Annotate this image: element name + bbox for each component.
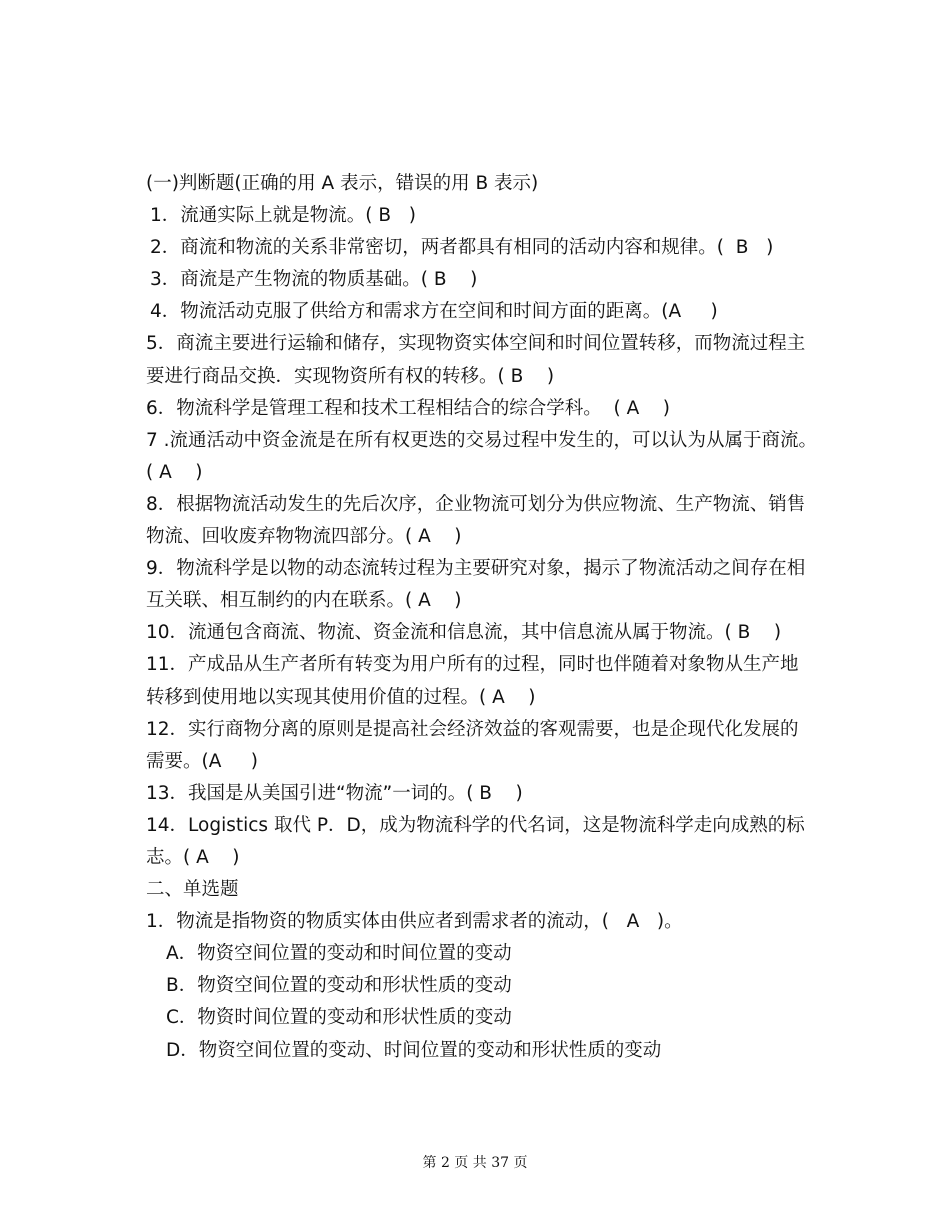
question-item [146, 714, 814, 778]
question-line: 8．根据物流活动发生的先后次序，企业物流可划分为供应物流、生产物流、销售 [146, 493, 806, 515]
document-body [146, 168, 818, 1067]
question-line: 7 .流通活动中资金流是在所有权更迭的交易过程中发生的，可以认为从属于商流。 [146, 429, 818, 451]
page-footer: 第 2 页 共 37 页 [422, 1155, 528, 1171]
question-item [146, 232, 814, 264]
option-item: C．物资时间位置的变动和形状性质的变动 [166, 1007, 512, 1029]
question-item [146, 553, 814, 617]
question-line: 14．Logistics 取代 P．D，成为物流科学的代名词，这是物流科学走向成熟的标 [146, 814, 805, 836]
option-item: B．物资空间位置的变动和形状性质的变动 [166, 975, 512, 997]
question-item [146, 778, 814, 810]
question-line: 要进行商品交换．实现物资所有权的转移。( B ) [146, 365, 555, 387]
question-line: 5．商流主要进行运输和储存，实现物资实体空间和时间位置转移，而物流过程主 [146, 333, 806, 355]
question-line: 2．商流和物流的关系非常密切，两者都具有相同的活动内容和规律。( B ) [150, 237, 774, 259]
question-item [146, 200, 814, 232]
section-title-true-false: (一)判断题(正确的用 A 表示，错误的用 B 表示) [146, 173, 539, 194]
question-item [146, 264, 814, 296]
question-item [146, 810, 814, 874]
question-item [146, 617, 814, 649]
question-line: 4．物流活动克服了供给方和需求方在空间和时间方面的距离。(A ) [150, 301, 718, 323]
question-item [146, 489, 814, 553]
true-false-list [146, 200, 818, 874]
question-line: 13．我国是从美国引进“物流”一词的。( B ) [146, 782, 523, 804]
question-item [146, 328, 814, 392]
question-line: 6．物流科学是管理工程和技术工程相结合的综合学科。 ( A ) [146, 397, 671, 419]
question-line: 3．商流是产生物流的物质基础。( B ) [150, 269, 478, 291]
question-line: 9．物流科学是以物的动态流转过程为主要研究对象，揭示了物流活动之间存在相 [146, 558, 806, 580]
question-item [146, 649, 814, 713]
question-line: 11．产成品从生产者所有转变为用户所有的过程，同时也伴随着对象物从生产地 [146, 654, 799, 676]
question-line: 12．实行商物分离的原则是提高社会经济效益的客观需要，也是企现代化发展的 [146, 718, 799, 740]
option-item: D．物资空间位置的变动、时间位置的变动和形状性质的变动 [166, 1039, 662, 1061]
question-line: 志。( A ) [146, 846, 240, 868]
question-item [146, 393, 814, 425]
section-title-single-choice: 二、单选题 [146, 879, 239, 901]
option-item: A．物资空间位置的变动和时间位置的变动 [166, 943, 512, 965]
single-choice-options [146, 938, 814, 1066]
question-line: ( A ) [146, 461, 203, 483]
question-line: 10．流通包含商流、物流、资金流和信息流，其中信息流从属于物流。( B ) [146, 622, 782, 644]
question-line: 物流、回收废弃物物流四部分。( A ) [146, 526, 462, 548]
question-line: 互关联、相互制约的内在联系。( A ) [146, 590, 462, 612]
question-line: 转移到使用地以实现其使用价值的过程。( A ) [146, 686, 536, 708]
question-line: 需要。(A ) [146, 750, 258, 772]
question-item [146, 425, 818, 489]
single-choice-question: 1．物流是指物资的物质实体由供应者到需求者的流动，( A )。 [146, 911, 683, 933]
question-line: 1．流通实际上就是物流。( B ) [150, 205, 416, 227]
question-item [146, 296, 814, 328]
